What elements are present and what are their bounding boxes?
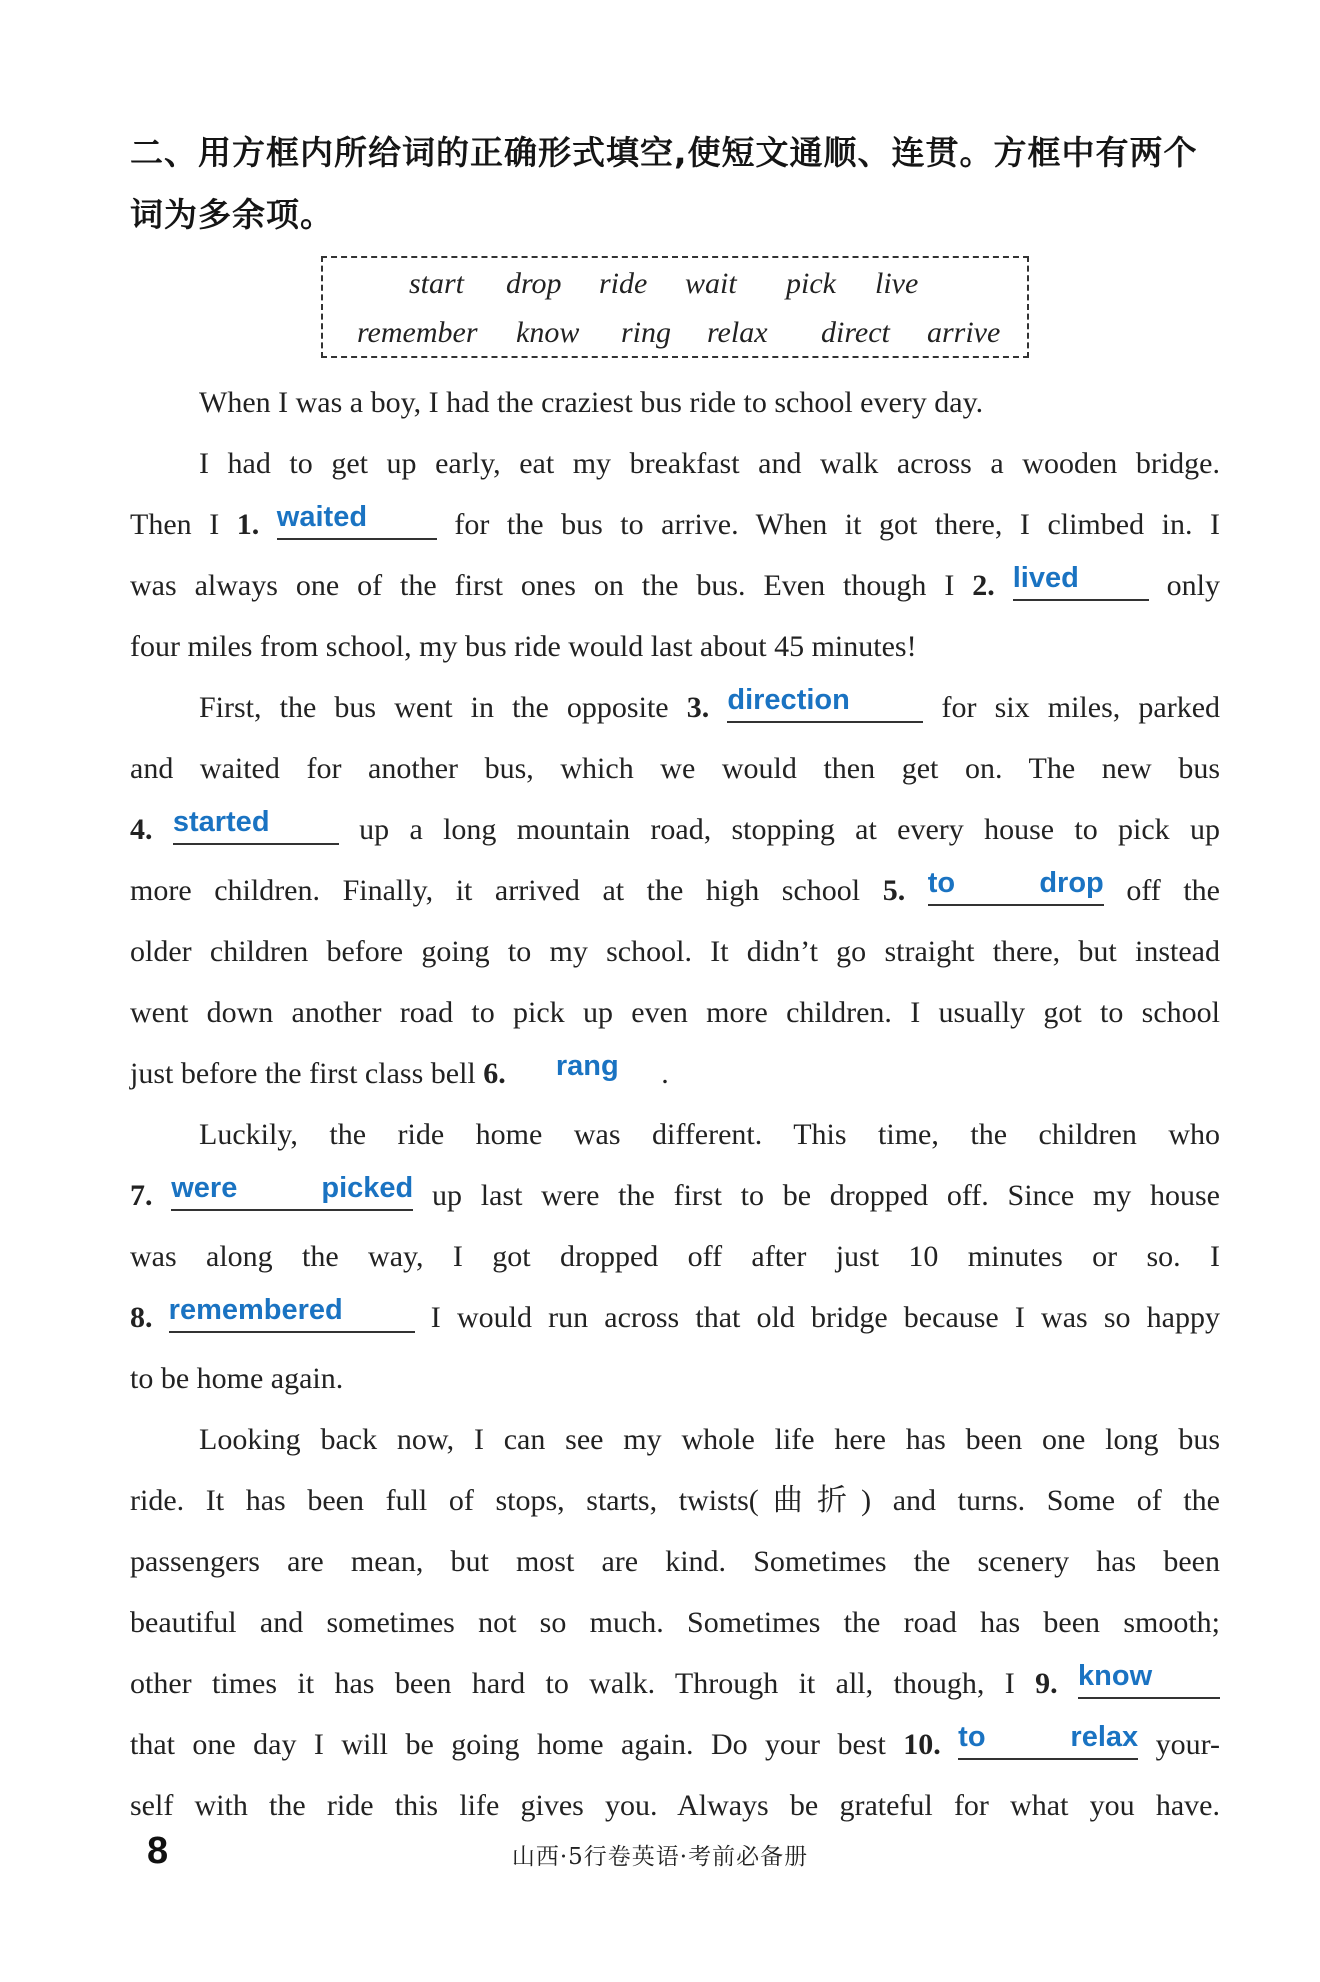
- blank-7[interactable]: [171, 1171, 413, 1211]
- answer-2: lived: [1012, 562, 1079, 594]
- word-bank-word: start: [409, 267, 465, 300]
- blank-8[interactable]: [169, 1293, 415, 1333]
- passage-line: more children. Finally, it arrived at the high school 5. to drop off the: [130, 866, 1220, 916]
- passage-line: and waited for another bus, which we would then get on. The new bus: [130, 752, 1220, 785]
- passage-line: was always one of the first ones on the bus. Even though I 2. lived only: [130, 561, 1220, 611]
- answer-7: were picked: [171, 1172, 414, 1204]
- word-bank-word: wait: [685, 267, 737, 300]
- passage-line: other times it has been hard to walk. Through it all, though, I 9. know: [130, 1659, 1220, 1709]
- passage-line: 7. were picked up last were the first to be dropped off. Since my house: [130, 1171, 1220, 1221]
- word-bank-word: pick: [786, 267, 836, 300]
- passage-line: to be home again.: [130, 1362, 344, 1395]
- passage-line: Then I 1. waited for the bus to arrive. When it got there, I climbed in. I: [130, 500, 1220, 550]
- passage-line: passengers are mean, but most are kind. Sometimes the scenery has been: [130, 1545, 1220, 1578]
- answer-1: waited: [276, 501, 368, 533]
- blank-5[interactable]: [928, 866, 1104, 906]
- passage-line: self with the ride this life gives you. Always be grateful for what you have.: [130, 1789, 1220, 1822]
- answer-9: know: [1078, 1660, 1153, 1692]
- word-bank-word: live: [875, 267, 919, 300]
- word-bank-word: remember: [357, 316, 478, 349]
- blank-1[interactable]: [277, 500, 437, 540]
- passage-line: Looking back now, I can see my whole life here has been one long bus: [199, 1423, 1220, 1456]
- passage-line: was along the way, I got dropped off after just 10 minutes or so. I: [130, 1240, 1220, 1273]
- passage-line: just before the first class bell 6. rang .: [130, 1049, 1220, 1099]
- answer-4: started: [172, 806, 270, 838]
- passage-line: First, the bus went in the opposite 3. direction for six miles, parked: [199, 683, 1220, 733]
- word-bank-word: relax: [707, 316, 768, 349]
- passage-line: that one day I will be going home again. Do your best 10. to relax your-: [130, 1720, 1220, 1770]
- blank-3[interactable]: [727, 683, 923, 723]
- passage-line: older children before going to my school. It didn’t go straight there, but instead: [130, 935, 1220, 968]
- blank-10[interactable]: [958, 1720, 1138, 1760]
- blank-2[interactable]: [1013, 561, 1149, 601]
- answer-8: remembered: [168, 1294, 343, 1326]
- passage-line: Luckily, the ride home was different. This time, the children who: [199, 1118, 1220, 1151]
- blank-4[interactable]: [173, 805, 339, 845]
- blank-9[interactable]: [1078, 1659, 1220, 1699]
- answer-6: rang: [555, 1050, 619, 1082]
- answer-10: to relax: [958, 1721, 1139, 1753]
- word-bank-word: arrive: [927, 316, 1001, 349]
- blank-6[interactable]: [513, 1049, 661, 1089]
- word-bank-word: direct: [821, 316, 890, 349]
- word-bank-word: ride: [599, 267, 648, 300]
- answer-3: direction: [727, 684, 850, 716]
- passage-line: ride. It has been full of stops, starts, twists(曲折) and turns. Some of the: [130, 1484, 1220, 1517]
- passage-line: went down another road to pick up even more children. I usually got to school: [130, 996, 1220, 1029]
- exercise-heading: 二、用方框内所给词的正确形式填空,使短文通顺、连贯。方框中有两个词为多余项。: [130, 133, 1198, 234]
- word-bank-box: [321, 256, 1029, 358]
- passage-line: 4. started up a long mountain road, stopping at every house to pick up: [130, 805, 1220, 855]
- passage-line: beautiful and sometimes not so much. Sometimes the road has been smooth;: [130, 1606, 1220, 1639]
- passage-line: four miles from school, my bus ride would last about 45 minutes!: [130, 630, 917, 663]
- word-bank-word: know: [516, 316, 580, 349]
- word-bank-word: ring: [621, 316, 672, 349]
- page-number: 8: [147, 1830, 169, 1872]
- word-bank-row-2: [323, 313, 1027, 353]
- passage-line: 8. remembered I would run across that old bridge because I was so happy: [130, 1293, 1220, 1343]
- footer-book-title: 山西·5行卷英语·考前必备册: [511, 1844, 809, 1870]
- passage-line: I had to get up early, eat my breakfast and walk across a wooden bridge.: [199, 447, 1220, 480]
- passage-line: When I was a boy, I had the craziest bus ride to school every day.: [199, 386, 984, 419]
- answer-5: to drop: [927, 867, 1104, 899]
- word-bank-word: drop: [506, 267, 562, 300]
- word-bank-row-1: [323, 264, 1027, 304]
